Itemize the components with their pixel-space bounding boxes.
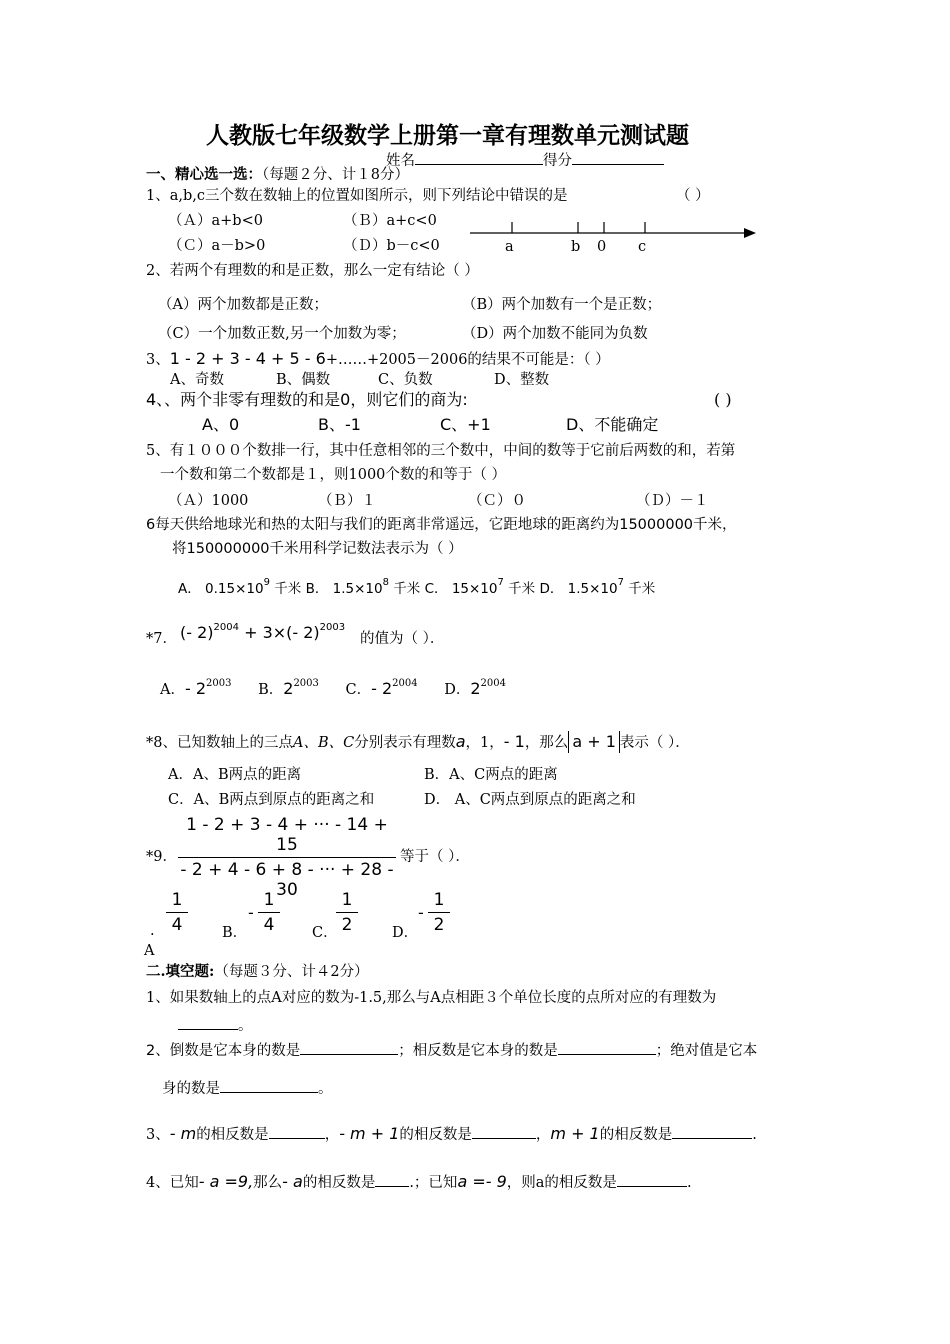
q5-option-c[interactable]: （Ｃ）０ — [468, 493, 526, 509]
q2-option-c[interactable]: （C）一个加数正数,另一个加数为零； — [158, 326, 406, 342]
q3-option-d[interactable]: D、整数 — [494, 372, 550, 388]
f1-line2: 。 — [178, 1015, 253, 1035]
q8-option-a[interactable]: A．A、B两点的距离 — [168, 767, 302, 783]
q9-option-b[interactable]: 1 4 — [258, 890, 280, 935]
q3-suffix: +……+2005－2006的结果不可能是：（ ） — [325, 352, 610, 368]
q9-denominator: - 2 + 4 - 6 + 8 - ··· + 28 - 30 — [180, 860, 394, 900]
q2-option-a[interactable]: （A）两个加数都是正数； — [158, 297, 328, 313]
q8-stem: *8、已知数轴上的三点A、B、C分别表示有理数a，1，- 1，那么 a + 1 表示（ ）． — [146, 732, 690, 751]
q7-suffix: 的值为（ ）． — [360, 631, 445, 647]
q1-paren: （ ） — [676, 188, 710, 204]
q9-option-d[interactable]: 1 2 — [428, 890, 450, 935]
q6-line1: 6每天供给地球光和热的太阳与我们的距离非常遥远，它距地球的距离约为15000000千米， — [146, 517, 737, 533]
q9-option-d-label: D． — [392, 925, 419, 941]
q9-prefix: *9． — [146, 849, 177, 865]
section1-heading: 一、精心选一选： — [146, 166, 262, 183]
q5-line1: 5、有１０００个数排一行，其中任意相邻的三个数中，中间的数等于它前后两数的和，若第 — [146, 443, 736, 459]
q7-option-c[interactable]: C．- $2^{2004}$ — [345, 678, 418, 698]
section2-heading-line — [146, 963, 369, 981]
q4-option-a[interactable]: A、0 — [202, 415, 240, 434]
q9-numerator: 1 - 2 + 3 - 4 + ··· - 14 + 15 — [186, 815, 388, 855]
axis-label-c: c — [638, 239, 647, 255]
q5-option-b[interactable]: （Ｂ）１ — [318, 493, 376, 509]
q9-option-b-label: B． — [222, 925, 248, 941]
f1-blank[interactable] — [178, 1015, 238, 1030]
f2-blank-2[interactable] — [558, 1040, 656, 1055]
q6-option-d[interactable]: D． $1.5\times 10^7$ 千米 — [539, 577, 656, 597]
q4-option-c[interactable]: C、+1 — [440, 415, 491, 434]
q5-option-d[interactable]: （Ｄ）－１ — [636, 493, 709, 509]
q6-line2: 将150000000千米用科学记数法表示为（ ） — [172, 541, 463, 557]
q2-option-d[interactable]: （D）两个加数不能同为负数 — [462, 326, 648, 342]
axis-label-0: 0 — [597, 239, 607, 255]
q7-option-d[interactable]: D．$2^{2004}$ — [444, 678, 506, 698]
q1-option-b[interactable]: （Ｂ）a+c<0 — [343, 213, 437, 229]
q3-expression: 1 - 2 + 3 - 4 + 5 - 6 — [169, 349, 326, 368]
q8-abs-expression: a + 1 — [568, 731, 620, 753]
q7-options — [160, 680, 506, 701]
section1-note: （每题２分、计１8分） — [262, 167, 409, 183]
name-label: 姓名 — [386, 153, 415, 169]
q9-option-c[interactable]: 1 2 — [336, 890, 358, 935]
q4-paren: ( ) — [714, 390, 732, 409]
score-blank[interactable] — [572, 150, 664, 165]
q3-option-c[interactable]: C、负数 — [378, 372, 433, 388]
q1-option-a[interactable]: （Ａ）a+b<0 — [168, 213, 263, 229]
f1-line1: 1、如果数轴上的点A对应的数为-1.5,那么与A点相距３个单位长度的点所对应的有理数为 — [146, 990, 717, 1006]
q9-option-c-label: C． — [312, 925, 338, 941]
f4-blank-1[interactable] — [375, 1172, 409, 1187]
axis-label-a: a — [505, 239, 514, 255]
q1-option-c[interactable]: （Ｃ）a－b>0 — [168, 238, 266, 254]
f3-blank-2[interactable] — [472, 1124, 536, 1139]
q9-fraction — [178, 815, 396, 900]
q9-option-d-sign: - — [418, 903, 424, 922]
q4-stem: 4、、两个非零有理数的和是0，则它们的商为: — [146, 390, 468, 409]
q7-expression: (- 2)$^{2004}$ + 3×(- 2)$^{2003}$ — [180, 622, 346, 642]
q1-option-d[interactable]: （Ｄ）b－c<0 — [343, 238, 440, 254]
q8-option-d[interactable]: D． A、C两点到原点的距离之和 — [424, 792, 636, 808]
q4-option-d[interactable]: D、不能确定 — [566, 415, 659, 434]
f2-blank-1[interactable] — [300, 1040, 398, 1055]
q9-suffix: 等于（ ）． — [400, 849, 470, 865]
q3-stem — [146, 350, 610, 369]
f3-blank-1[interactable] — [269, 1124, 325, 1139]
q5-line2: 一个数和第二个数都是１，则1000个数的和等于（ ） — [160, 467, 507, 483]
q6-option-b[interactable]: B． $1.5\times 10^8$ 千米 — [305, 577, 421, 597]
f2-line2: 身的数是 。 — [162, 1078, 333, 1098]
score-label: 得分 — [543, 153, 572, 169]
q4-option-b[interactable]: B、-1 — [318, 415, 361, 434]
number-line-arrow — [744, 228, 756, 238]
f2-line1: 2、倒数是它本身的数是 ；相反数是它本身的数是 ；绝对值是它本 — [146, 1040, 757, 1060]
section2-heading: 二.填空题: — [146, 963, 215, 980]
q9-option-a-dot: . — [150, 923, 155, 939]
section2-note: （每题３分、计４2分） — [214, 964, 369, 980]
name-score-line — [386, 150, 664, 170]
q6-options — [178, 577, 656, 600]
q2-option-b[interactable]: （B）两个加数有一个是正数； — [462, 297, 662, 313]
f3-line: 3、- m的相反数是 ，- m + 1的相反数是 ，m + 1的相反数是 . — [146, 1124, 757, 1143]
q7-option-a[interactable]: A．- $2^{2003}$ — [160, 678, 232, 698]
q7-prefix: *7． — [146, 631, 177, 647]
axis-label-b: b — [571, 239, 581, 255]
q6-option-a[interactable]: A． $0.15\times 10^9$ 千米 — [178, 577, 302, 597]
q9-option-a[interactable]: 1 4 — [166, 890, 188, 935]
f4-line: 4、已知- a =9,那么- a的相反数是 .；已知a =- 9，则a的相反数是 . — [146, 1172, 692, 1191]
q7-option-b[interactable]: B．$2^{2003}$ — [258, 678, 319, 698]
f2-blank-3[interactable] — [220, 1078, 318, 1093]
q6-option-c[interactable]: C． $15\times 10^7$ 千米 — [424, 577, 536, 597]
q1-stem: 1、a,b,c三个数在数轴上的位置如图所示，则下列结论中错误的是 — [146, 188, 568, 204]
q8-option-c[interactable]: C．A、B两点到原点的距离之和 — [168, 792, 375, 808]
q3-option-b[interactable]: B、偶数 — [276, 372, 331, 388]
page-title: 人教版七年级数学上册第一章有理数单元测试题 — [206, 123, 689, 149]
q9-option-a-label: A — [144, 943, 155, 959]
f3-blank-3[interactable] — [672, 1124, 752, 1139]
q2-stem: 2、若两个有理数的和是正数，那么一定有结论（ ） — [146, 263, 479, 279]
q5-option-a[interactable]: （Ａ）1000 — [168, 493, 249, 509]
f4-blank-2[interactable] — [617, 1172, 687, 1187]
section1-heading-line — [146, 166, 409, 184]
q3-option-a[interactable]: A、奇数 — [170, 372, 224, 388]
q8-option-b[interactable]: B．A、C两点的距离 — [424, 767, 558, 783]
q3-prefix: 3、 — [146, 352, 170, 368]
q9-option-b-sign: - — [248, 903, 254, 922]
name-blank[interactable] — [415, 150, 543, 165]
